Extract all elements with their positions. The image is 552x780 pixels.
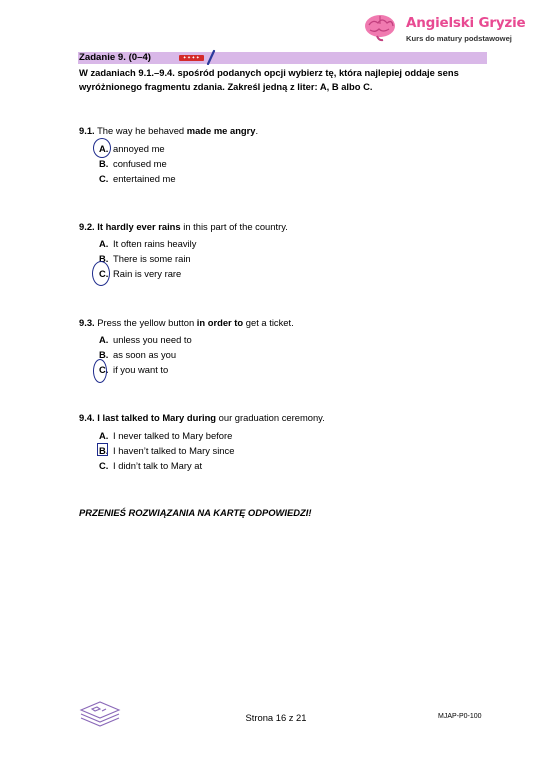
answer-mark-circle xyxy=(92,261,110,286)
option-text: confused me xyxy=(113,158,167,169)
option-c[interactable] xyxy=(99,459,202,472)
question-text-post: . xyxy=(255,125,259,136)
stamp-icon: ✦✦✦✦ xyxy=(179,55,204,61)
option-text: I didn’t talk to Mary at xyxy=(113,460,203,471)
option-a[interactable] xyxy=(99,429,232,442)
brain-logo-icon xyxy=(362,13,398,43)
question-text-bold: made me angry xyxy=(186,125,256,136)
option-letter: B. xyxy=(99,158,109,169)
task-instruction: W zadaniach 9.1.–9.4. spośród podanych opcji wybierz tę, która najlepiej oddaje sens wyróżnionego fragmentu zdania. Zakreśl jedną z liter: A, B albo C. xyxy=(79,67,459,92)
option-letter: A. xyxy=(99,143,109,154)
option-letter: A. xyxy=(99,430,109,441)
option-letter: C. xyxy=(99,268,109,279)
brand-logo xyxy=(362,13,540,47)
option-text: if you want to xyxy=(113,364,169,375)
option-b[interactable] xyxy=(99,157,167,170)
answer-mark-circle xyxy=(93,138,111,158)
page-number: Strona 16 z 21 xyxy=(245,712,307,723)
question-text-post: get a ticket. xyxy=(243,317,294,328)
question-text-bold: in order to xyxy=(196,317,244,328)
question-9-2 xyxy=(79,220,288,233)
option-text: unless you need to xyxy=(113,334,192,345)
option-b[interactable] xyxy=(99,252,191,265)
question-text-bold: I last talked to Mary during xyxy=(97,412,217,423)
brand-name: Angielski Gryzie xyxy=(406,15,526,31)
option-letter: A. xyxy=(99,334,109,345)
option-letter: B. xyxy=(99,445,109,456)
pen-icon xyxy=(206,49,216,65)
option-letter: B. xyxy=(99,253,109,264)
question-text-pre: Press the yellow button xyxy=(97,317,197,328)
answer-mark-box xyxy=(97,443,108,456)
option-b[interactable] xyxy=(99,444,234,457)
option-c[interactable] xyxy=(99,267,181,280)
option-text: as soon as you xyxy=(113,349,177,360)
option-letter: C. xyxy=(99,173,109,184)
exam-code: MJAP-P0-100 xyxy=(438,713,482,720)
question-9-4 xyxy=(79,411,325,424)
option-text: It often rains heavily xyxy=(113,238,197,249)
option-letter: A. xyxy=(99,238,109,249)
task-header xyxy=(78,52,487,64)
answer-mark-circle xyxy=(93,359,107,383)
option-letter: B. xyxy=(99,349,109,360)
question-number: 9.1. xyxy=(79,125,95,136)
option-letter: C. xyxy=(99,460,109,471)
option-text: annoyed me xyxy=(113,143,165,154)
question-number: 9.4. xyxy=(79,412,95,423)
question-number: 9.2. xyxy=(79,221,95,232)
option-text: entertained me xyxy=(113,173,176,184)
question-9-3 xyxy=(79,316,294,329)
option-text: Rain is very rare xyxy=(113,268,182,279)
option-a[interactable] xyxy=(99,333,192,346)
question-text-post: in this part of the country. xyxy=(180,221,288,232)
option-b[interactable] xyxy=(99,348,176,361)
question-text-post: our graduation ceremony. xyxy=(216,412,325,423)
question-9-1 xyxy=(79,124,258,137)
question-text-bold: It hardly ever rains xyxy=(97,221,181,232)
question-number: 9.3. xyxy=(79,317,95,328)
option-c[interactable] xyxy=(99,172,176,185)
transfer-note: PRZENIEŚ ROZWIĄZANIA NA KARTĘ ODPOWIEDZI! xyxy=(79,507,312,518)
brand-tagline: Kurs do matury podstawowej xyxy=(406,34,512,43)
task-title: Zadanie 9. (0–4) xyxy=(79,52,151,63)
question-text-pre: The way he behaved xyxy=(97,125,187,136)
option-text: I haven’t talked to Mary since xyxy=(113,445,235,456)
option-text: There is some rain xyxy=(113,253,191,264)
option-letter: C. xyxy=(99,364,109,375)
option-c[interactable] xyxy=(99,363,168,376)
option-text: I never talked to Mary before xyxy=(113,430,233,441)
option-a[interactable] xyxy=(99,237,196,250)
